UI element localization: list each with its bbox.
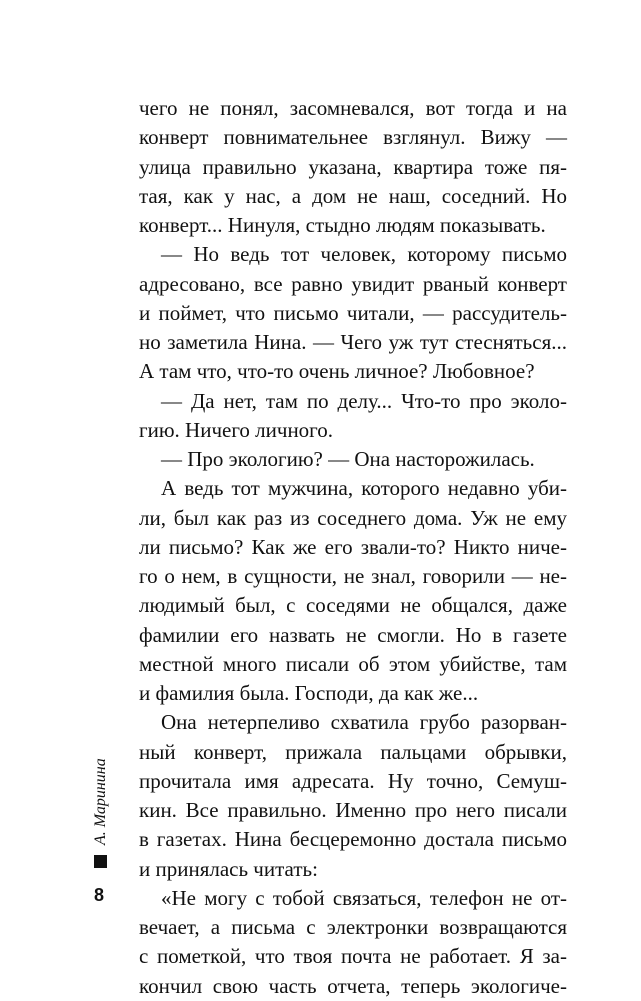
text-line: ный конверт, прижала пальцами обрывки, [139,739,567,764]
text-line: конверт повнимательнее взглянул. Вижу — [139,125,567,150]
text-line: ли письмо? Как же его звали-то? Никто ниче- [139,534,567,559]
text-line: — Но ведь тот человек, которому письмо [161,242,567,267]
text-line: гию. Ничего личного. [139,417,334,442]
text-line: но заметила Нина. — Чего уж тут стесняться... [139,330,567,354]
text-line: ли, был как раз из соседнего дома. Уж не ему [139,505,567,530]
text-line: А ведь тот мужчина, которого недавно уби- [161,476,567,501]
text-line: с пометкой, что твоя почта не работает. Я за- [139,944,567,969]
text-line: кин. Все правильно. Именно про него писали [139,798,567,822]
text-line: «Не могу с тобой связаться, телефон не от- [161,885,567,910]
text-line: и поймет, что письмо читали, — рассудитель- [139,300,567,325]
running-head-author: А. Маринина [92,758,109,845]
text-line: прочитала имя адресата. Ну точно, Семуш- [139,768,567,793]
text-line: тая, как у нас, а дом не наш, соседний. Но [139,183,567,208]
text-line: и принялась читать: [139,856,318,881]
text-line: в газетах. Нина бесцеремонно достала письмо [139,827,567,852]
text-line: чего не понял, засомневался, вот тогда и на [139,96,567,120]
text-line: и фамилия была. Господи, да как же... [139,681,479,705]
text-line: фамилии его назвать не смогли. Но в газете [139,622,567,647]
text-line: А там что, что-то очень личное? Любовное? [139,359,535,384]
text-line: — Про экологию? — Она насторожилась. [161,447,535,471]
text-line: го о нем, в сущности, не знал, говорили — не- [139,564,567,588]
page-number: 8 [94,885,105,905]
text-line: вечает, а письма с электронки возвращаются [139,915,567,939]
body-text [139,94,567,1001]
text-line: Она нетерпеливо схватила грубо разорван- [161,710,567,735]
text-line: людимый был, с соседями не общался, даже [139,593,567,618]
text-line: кончил свою часть отчета, теперь экологиче- [139,973,567,998]
text-line: конверт... Нинуля, стыдно людям показывать. [139,213,546,237]
text-line: местной много писали об этом убийстве, там [139,651,567,676]
text-line: адресовано, все равно увидит рваный конверт [139,271,567,296]
text-line: улица правильно указана, квартира тоже пя- [139,154,567,179]
text-line: — Да нет, там по делу... Что-то про эколо- [161,388,567,413]
black-square-marker [94,855,107,868]
